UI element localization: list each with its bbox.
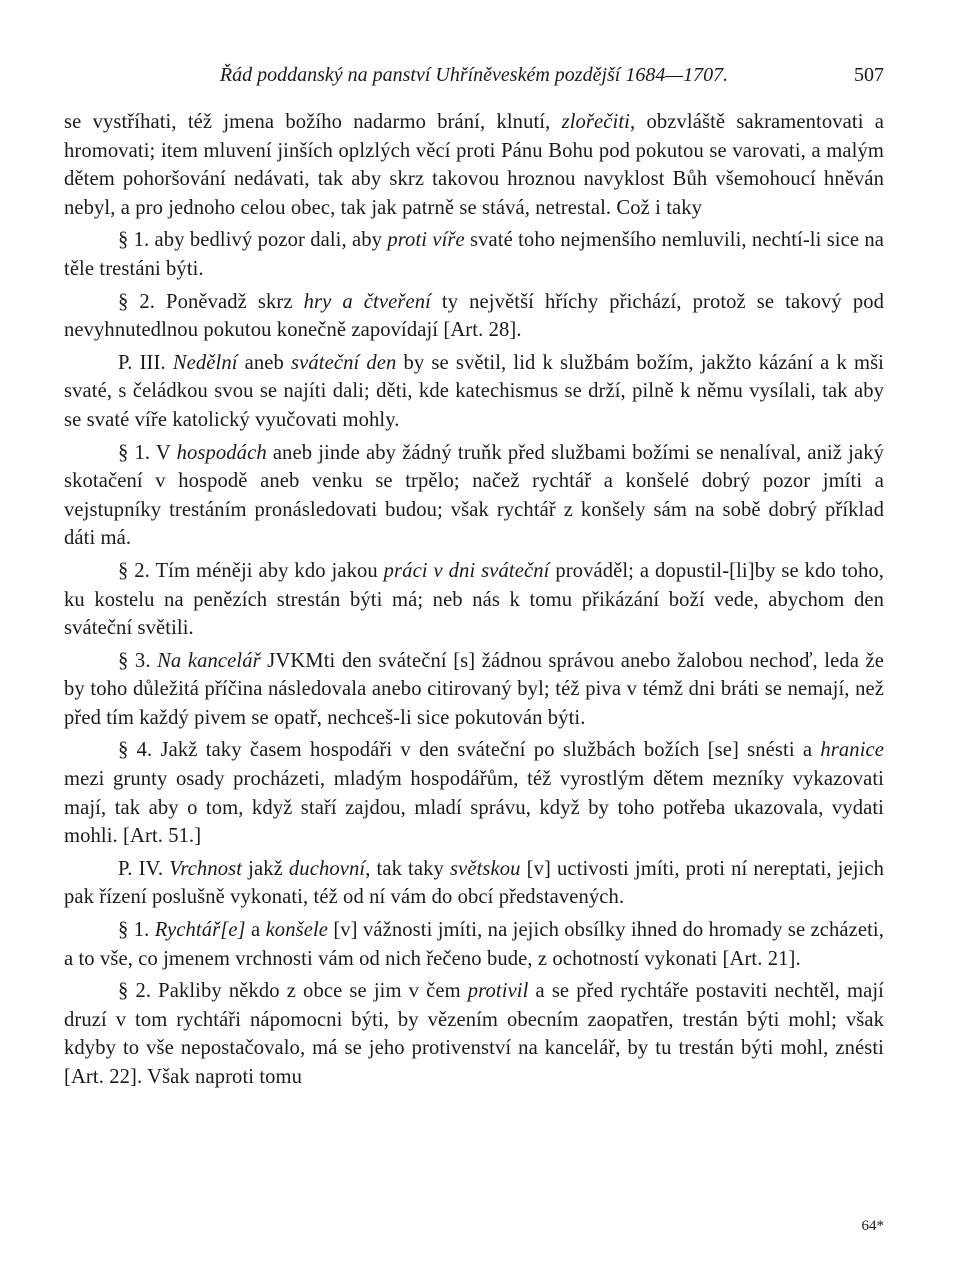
text-run: , tak taky [365,857,450,880]
paragraph [64,288,884,345]
running-head [64,58,884,92]
paragraph [64,349,884,435]
running-title: Řád poddanský na panství Uhříněveském pozdější 1684—1707. [219,64,729,86]
paragraph [64,647,884,733]
italic-phrase: proti víře [387,229,465,252]
text-run: a [245,919,266,942]
text-run: P. III. [118,351,173,374]
text-run: mezi grunty osady procházeti, mladým hospodářům, též vyrostlým dětem mezníky vykazovati mají, tak aby o tom, když staří zajdou, mladí správu, když by toho potřeba ukazovala, vydati mohli. [Art. 51.] [64,768,884,848]
paragraph [64,108,884,222]
paragraph [64,439,884,553]
text-run: [v] uctivosti jmíti, proti ní nereptati, jejich pak řízení poslušně vykonati, též od ní vám do obcí představených. [64,857,884,909]
italic-phrase: Vrchnost [169,857,243,880]
italic-phrase: Na kancelář [157,649,261,672]
text-run: § 2. Tím méněji aby kdo jakou [118,559,384,582]
text-run: jakž [242,857,289,880]
text-run: aneb [237,351,292,374]
body-text [64,108,884,1092]
paragraph [64,226,884,283]
italic-phrase: světskou [449,857,521,880]
italic-phrase: zlořečiti [561,111,630,133]
italic-phrase: konšele [265,919,329,942]
text-run: , obzvláště sakramentovati a hromovati; item mluvení jinších oplzlých věcí proti Pánu Bohu pod pokutou se varovati, a malým dětem pohoršování nedávati, tak aby skrz takovou hroznou navyklost Bůh všemohoucí hněván nebyl, a pro jednoho celou obec, tak jak patrně se stává, netrestal. Což i taky [64,111,885,219]
italic-phrase: sváteční den [291,351,397,374]
text-run: § 4. Jakž taky časem hospodáři v den sváteční po službách božích [se] snésti a [118,739,821,762]
italic-phrase: hry a čtveření [303,290,431,313]
text-run: § 2. Poněvadž skrz [118,290,304,313]
text-run: svaté toho nejmenšího nemluvili, nechtí-li sice na těle trestáni býti. [64,229,885,280]
document-page [64,58,885,1234]
text-run: P. IV. [118,857,170,880]
text-run: ty největší hříchy přichází, protož se takový pod nevyhnutedlnou pokutou konečně zapovídají [Art. 28]. [64,290,885,342]
italic-phrase: hranice [820,739,884,762]
text-run: aneb jinde aby žádný truňk před službami božími se nenalíval, aniž jaký skotačení v hospodě aneb venku se trpělo; načež rychtář a konšelé dobrý pozor jmíti a vejstupníky trestáním pronásledovati budou; však rychtář z konšely sám na sobě dobrý příklad dáti má. [64,441,885,550]
paragraph [64,916,884,973]
text-run: prováděl; a dopustil-[li]by se kdo toho, ku kostelu na penězích strestán býti má; neb nás k tomu přikázání boží vede, abychom den sváteční světili. [64,559,884,640]
italic-phrase: Rychtář[e] [154,919,246,942]
italic-phrase: práci v dni sváteční [383,559,550,582]
italic-phrase: Nedělní [172,351,238,374]
text-run: se vystříhati, též jmena božího nadarmo brání, klnutí, [64,111,562,133]
paragraph [64,736,884,850]
page-number: 507 [854,64,884,86]
text-run: JVKMti den sváteční [s] žádnou správou anebo žalobou nechoď, leda že by toho důležitá příčina následovala anebo citirovaný byl; též piva v témž dni bráti se nemají, než před tím každý pivem se opatř, nechceš-li sice pokutován býti. [64,649,884,729]
paragraph [64,557,884,643]
signature-mark: 64* [861,1218,884,1234]
paragraph [64,855,884,912]
text-run: § 1. [118,919,155,942]
text-run: § 2. Pakliby někdo z obce se jim v čem [118,980,468,1003]
text-run: § 3. [118,649,158,672]
italic-phrase: hospodách [176,441,267,464]
text-run: § 1. V [118,441,177,464]
italic-phrase: protivil [467,980,529,1003]
text-run: [v] vážnosti jmíti, na jejich obsílky ihned do hromady se zcházeti, a to vše, co jmenem vrchnosti vám od nich řečeno bude, z ochotností vykonati [Art. 21]. [64,919,884,970]
text-run: § 1. aby bedlivý pozor dali, aby [118,229,388,252]
paragraph [64,977,884,1091]
text-run: by se světil, lid k službám božím, jakžto kázání a k mši svaté, s čeládkou svou se najíti dali; děti, kde katechismus se drží, pilně k němu vysílali, tak aby se svaté víře katolický vyučovati mohly. [64,351,885,431]
italic-phrase: duchovní [288,857,366,880]
text-run: a se před rychtáře postaviti nechtěl, mají druzí v tom rychtáři nápomocni býti, by vězením obecním zaopatřen, trestán býti mohl; však kdyby to vše nepostačovalo, má se jeho protivenství na kancelář, by tu trestán býti mohl, znésti [Art. 22]. Však naproti tomu [64,980,884,1088]
